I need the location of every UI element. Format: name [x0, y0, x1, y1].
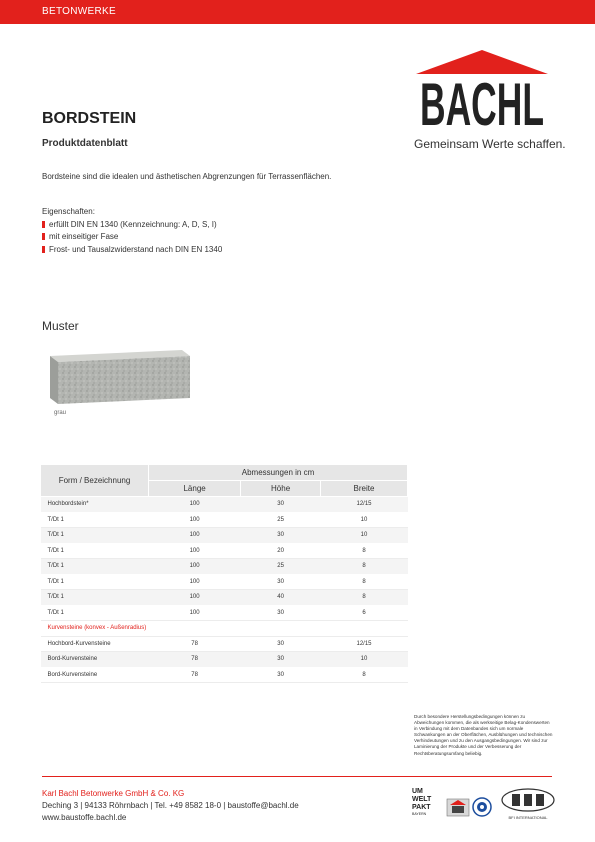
table-row: Hochbordstein* 100 30 12/15	[41, 497, 408, 513]
column-header-width: Breite	[320, 481, 407, 497]
footer-divider	[42, 776, 552, 777]
table-row: T/Dt 1 100 25 10	[41, 512, 408, 528]
table-row: T/Dt 1 100 20 8	[41, 543, 408, 559]
muster-heading: Muster	[42, 319, 79, 333]
table-row: T/Dt 1 100 40 8	[41, 590, 408, 606]
page-title: BORDSTEIN	[42, 110, 137, 127]
footer-address: Deching 3 | 94133 Röhrnbach | Tel. +49 8582 18-0 | baustoffe@bachl.de	[42, 801, 299, 810]
umweltpakt-logo: UM WELT PAKT BAYERN	[412, 788, 432, 816]
certification-seal-icon	[446, 796, 494, 818]
property-item: erfüllt DIN EN 1340 (Kennzeichnung: A, D, S, I)	[42, 219, 222, 232]
curb-stone-image	[44, 348, 192, 406]
bullet-icon	[42, 246, 45, 253]
column-header-dimensions: Abmessungen in cm	[149, 465, 408, 481]
property-item: Frost- und Tausalzwiderstand nach DIN EN 1340	[42, 244, 222, 257]
footer-website[interactable]: www.baustoffe.bachl.de	[42, 813, 127, 822]
column-header-height: Höhe	[241, 481, 321, 497]
page-subtitle: Produktdatenblatt	[42, 138, 128, 149]
dimensions-table	[40, 464, 408, 683]
table-row: T/Dt 1 100 30 10	[41, 528, 408, 544]
properties-list	[42, 206, 222, 256]
bfi-international-logo: BFI INTERNATIONAL	[500, 788, 556, 822]
column-header-length: Länge	[149, 481, 241, 497]
table-row: T/Dt 1 100 25 8	[41, 559, 408, 575]
table-category-row: Kurvensteine (konvex - Außenradius)	[41, 621, 408, 637]
section-label: BETONWERKE	[42, 6, 116, 17]
product-description: Bordsteine sind die idealen und ästhetischen Abgrenzungen für Terrassenflächen.	[42, 172, 332, 181]
property-item: mit einseitiger Fase	[42, 231, 222, 244]
svg-text:BACHL: BACHL	[420, 71, 544, 128]
slogan: Gemeinsam Werte schaffen.	[414, 137, 566, 151]
top-bar	[0, 0, 595, 24]
bachl-logo	[412, 50, 552, 128]
table-row: Hochbord-Kurvensteine 78 30 12/15	[41, 636, 408, 652]
column-header-form: Form / Bezeichnung	[41, 465, 149, 497]
table-row: Bord-Kurvensteine 78 30 10	[41, 652, 408, 668]
table-row: T/Dt 1 100 30 8	[41, 574, 408, 590]
disclaimer-text: Durch besondere Herstellungsbedingungen können zu Abweichungen kommen, die als werkseitige Belag-Kondenswerten in Verbindung mit dem Datenbandes sich um normale Schwankungen an der Oberflächen, Ausblühungen und technischen Verhindeutungen und zu den Ausgangsbedingungen. Wir sind zur Laminierung der Produkte und der Verbesserung der Rechtsberatungsumfang beliebig.	[414, 714, 553, 756]
sample-label: grau	[54, 410, 67, 416]
properties-heading: Eigenschaften:	[42, 207, 95, 216]
bullet-icon	[42, 221, 45, 228]
footer-company: Karl Bachl Betonwerke GmbH & Co. KG	[42, 789, 185, 798]
bullet-icon	[42, 233, 45, 240]
table-row: T/Dt 1 100 30 6	[41, 605, 408, 621]
table-row: Bord-Kurvensteine 78 30 8	[41, 667, 408, 683]
